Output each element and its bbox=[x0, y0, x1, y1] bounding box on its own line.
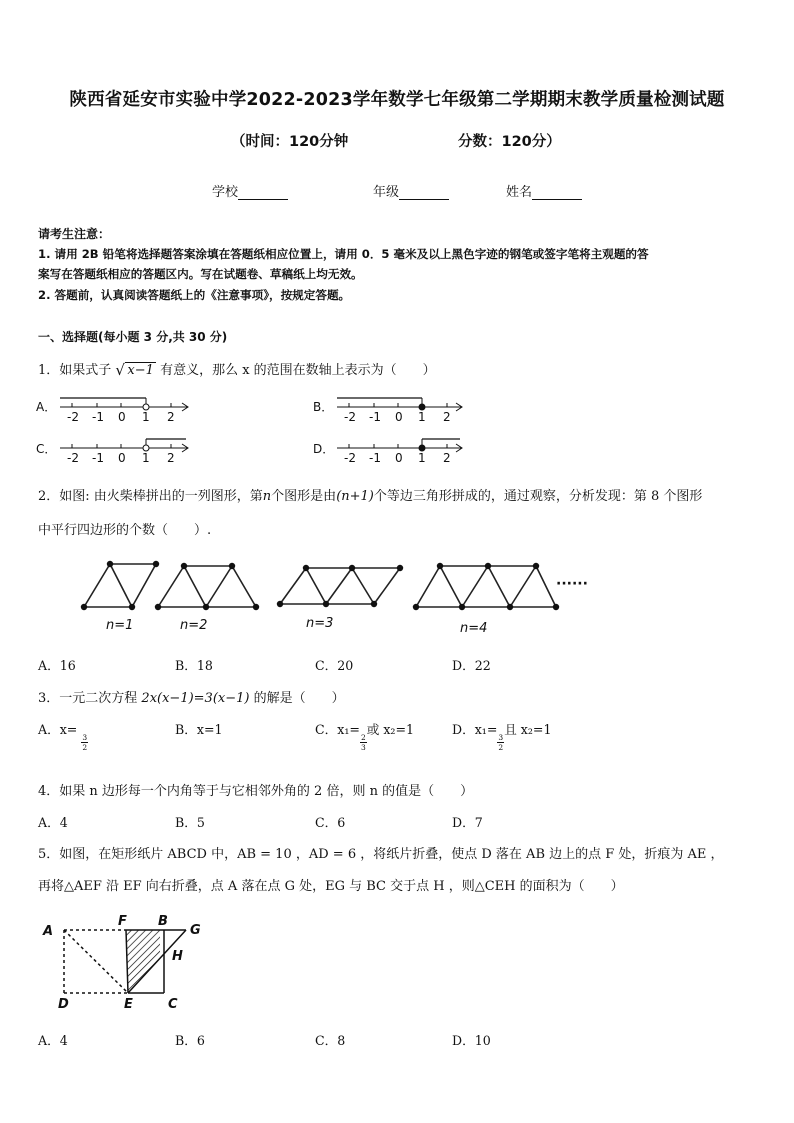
exam-time: （时间：120分钟 bbox=[231, 134, 349, 150]
question-2-line-2: 中平行四边形的个数（ ）. bbox=[38, 523, 212, 538]
q2-option-b[interactable]: B．18 bbox=[175, 658, 213, 673]
q3-option-a[interactable] bbox=[38, 719, 88, 752]
rectangle-fold-figure bbox=[40, 908, 220, 1013]
q3-option-c-text: C．x₁= bbox=[315, 722, 360, 737]
shaded-region bbox=[126, 930, 160, 993]
grade-label: 年级 bbox=[373, 185, 400, 200]
question-1 bbox=[38, 359, 436, 378]
sqrt-expression bbox=[115, 363, 156, 378]
question-4: 4．如果 n 边形每一个内角等于与它相邻外角的 2 倍，则 n 的值是（ ） bbox=[38, 784, 474, 799]
q4-option-a[interactable]: A．4 bbox=[38, 815, 68, 830]
q2-text-mid: 个图形是由 bbox=[271, 489, 337, 504]
q3-option-d-text: D．x₁= bbox=[452, 722, 498, 737]
q2-expression: (n+1) bbox=[336, 489, 374, 504]
tick-label: -2 bbox=[344, 451, 356, 465]
tick-label: 1 bbox=[418, 410, 426, 424]
page-title: 陕西省延安市实验中学2022-2023学年数学七年级第二学期期末教学质量检测试题 bbox=[69, 90, 725, 110]
point-label-d: D bbox=[58, 997, 69, 1012]
q3-option-c-tail: 或 x₂=1 bbox=[366, 722, 415, 737]
q3-option-d[interactable] bbox=[452, 719, 552, 752]
q3-text-post: 的解是（ ） bbox=[253, 691, 345, 706]
fraction bbox=[360, 733, 367, 752]
tick-label: -2 bbox=[67, 410, 79, 424]
point-label-b: B bbox=[158, 914, 168, 929]
tick-label: 2 bbox=[167, 451, 175, 465]
q3-equation: 2x(x−1)=3(x−1) bbox=[141, 691, 250, 706]
notice-line-2: 2. 答题前，认真阅读答题纸上的《注意事项》，按规定答题。 bbox=[38, 288, 351, 302]
q1-option-b-label[interactable]: B． bbox=[313, 400, 334, 414]
name-label: 姓名 bbox=[506, 185, 533, 200]
q3-option-a-text: A．x= bbox=[38, 722, 78, 737]
q5-option-b[interactable]: B．6 bbox=[175, 1033, 205, 1048]
fraction bbox=[81, 733, 88, 752]
notice-line-1b: 案写在答题纸相应的答题区内。写在试题卷、草稿纸上均无效。 bbox=[38, 267, 363, 281]
q1-number-lines bbox=[34, 390, 474, 470]
q1-option-c-label[interactable]: C． bbox=[36, 442, 57, 456]
tick-label: 2 bbox=[443, 410, 451, 424]
tick-label: 0 bbox=[118, 451, 126, 465]
radical-icon: √ bbox=[115, 361, 125, 379]
notice-heading: 请考生注意： bbox=[38, 227, 111, 241]
q2-option-c[interactable]: C．20 bbox=[315, 658, 354, 673]
school-label: 学校 bbox=[212, 185, 239, 200]
ellipsis-dots: ······ bbox=[556, 576, 588, 592]
q3-text-pre: 3．一元二次方程 bbox=[38, 691, 138, 706]
school-blank[interactable] bbox=[238, 186, 288, 200]
numerator: 3 bbox=[498, 733, 504, 742]
tick-label: -1 bbox=[92, 451, 104, 465]
figure-n1 bbox=[84, 564, 156, 607]
name-blank[interactable] bbox=[532, 186, 582, 200]
q2-text-pre: 2．如图: 由火柴棒拼出的一列图形，第 bbox=[38, 489, 263, 504]
q1-pre: 1．如果式子 bbox=[38, 363, 112, 378]
tick-label: 2 bbox=[167, 410, 175, 424]
q2-text-post: 个等边三角形拼成的，通过观察，分析发现：第 8 个图形 bbox=[373, 489, 703, 504]
point-label-f: F bbox=[118, 914, 127, 929]
q3-option-d-tail: 且 x₂=1 bbox=[504, 722, 552, 737]
q3-option-b[interactable]: B．x=1 bbox=[175, 722, 223, 737]
tick-label: 1 bbox=[418, 451, 426, 465]
school-field bbox=[212, 181, 288, 200]
denominator: 2 bbox=[498, 743, 504, 752]
tick-label: -2 bbox=[67, 451, 79, 465]
notice-line-1a: 1. 请用 2B 铅笔将选择题答案涂填在答题纸相应位置上，请用 0．5 毫米及以上黑色字迹的钢笔或签字笔将主观题的答 bbox=[38, 247, 649, 261]
q2-option-a[interactable]: A．16 bbox=[38, 658, 76, 673]
matchstick-figures bbox=[70, 552, 610, 642]
q2-variable-n: n bbox=[262, 489, 272, 504]
point-label-c: C bbox=[168, 997, 178, 1012]
q4-option-b[interactable]: B．5 bbox=[175, 815, 205, 830]
point-label-h: H bbox=[172, 949, 183, 964]
grade-field bbox=[373, 181, 449, 200]
numerator: 2 bbox=[360, 733, 366, 742]
tick-label: 0 bbox=[118, 410, 126, 424]
point-label-g: G bbox=[190, 923, 201, 938]
q3-option-c[interactable] bbox=[315, 719, 414, 752]
grade-blank[interactable] bbox=[399, 186, 449, 200]
tick-label: 1 bbox=[142, 410, 150, 424]
tick-label: -1 bbox=[369, 451, 381, 465]
q5-option-a[interactable]: A．4 bbox=[38, 1033, 68, 1048]
q1-radicand: x−1 bbox=[127, 363, 154, 378]
tick-label: -1 bbox=[369, 410, 381, 424]
tick-label: -1 bbox=[92, 410, 104, 424]
figure-n2 bbox=[158, 566, 256, 607]
q4-option-d[interactable]: D．7 bbox=[452, 815, 483, 830]
section-heading: 一、选择题(每小题 3 分,共 30 分) bbox=[38, 330, 228, 344]
question-5-line-1: 5．如图，在矩形纸片 ABCD 中，AB = 10 ，AD = 6 ，将纸片折叠，使点 D 落在 AB 边上的点 F 处，折痕为 AE ， bbox=[38, 847, 724, 862]
tick-label: 0 bbox=[395, 451, 403, 465]
figure-label: n=2 bbox=[180, 618, 208, 633]
tick-label: 2 bbox=[443, 451, 451, 465]
tick-label: -2 bbox=[344, 410, 356, 424]
exam-score: 分数：120分） bbox=[458, 134, 561, 150]
tick-label: 1 bbox=[142, 451, 150, 465]
denominator: 3 bbox=[360, 743, 366, 752]
q1-post: 有意义，那么 x 的范围在数轴上表示为（ ） bbox=[160, 363, 436, 378]
q5-option-c[interactable]: C．8 bbox=[315, 1033, 346, 1048]
q2-option-d[interactable]: D．22 bbox=[452, 658, 491, 673]
figure-n4 bbox=[416, 566, 556, 607]
q1-option-d-label[interactable]: D． bbox=[313, 442, 335, 456]
question-3 bbox=[38, 687, 345, 706]
point-label-a: A bbox=[43, 924, 54, 939]
figure-label: n=4 bbox=[460, 621, 488, 636]
point-label-e: E bbox=[124, 997, 133, 1012]
name-field bbox=[506, 181, 582, 200]
q1-option-a-label[interactable]: A． bbox=[36, 400, 57, 414]
figure-n3 bbox=[280, 568, 400, 604]
figure-label: n=1 bbox=[106, 618, 134, 633]
q5-option-d[interactable]: D．10 bbox=[452, 1033, 491, 1048]
question-2-line-1 bbox=[38, 485, 702, 504]
tick-label: 0 bbox=[395, 410, 403, 424]
numerator: 3 bbox=[82, 733, 88, 742]
denominator: 2 bbox=[82, 743, 88, 752]
q4-option-c[interactable]: C．6 bbox=[315, 815, 346, 830]
question-5-line-2: 再将△AEF 沿 EF 向右折叠，点 A 落在点 G 处，EG 与 BC 交于点 H ，则△CEH 的面积为（ ） bbox=[38, 879, 624, 894]
figure-label: n=3 bbox=[306, 616, 334, 631]
